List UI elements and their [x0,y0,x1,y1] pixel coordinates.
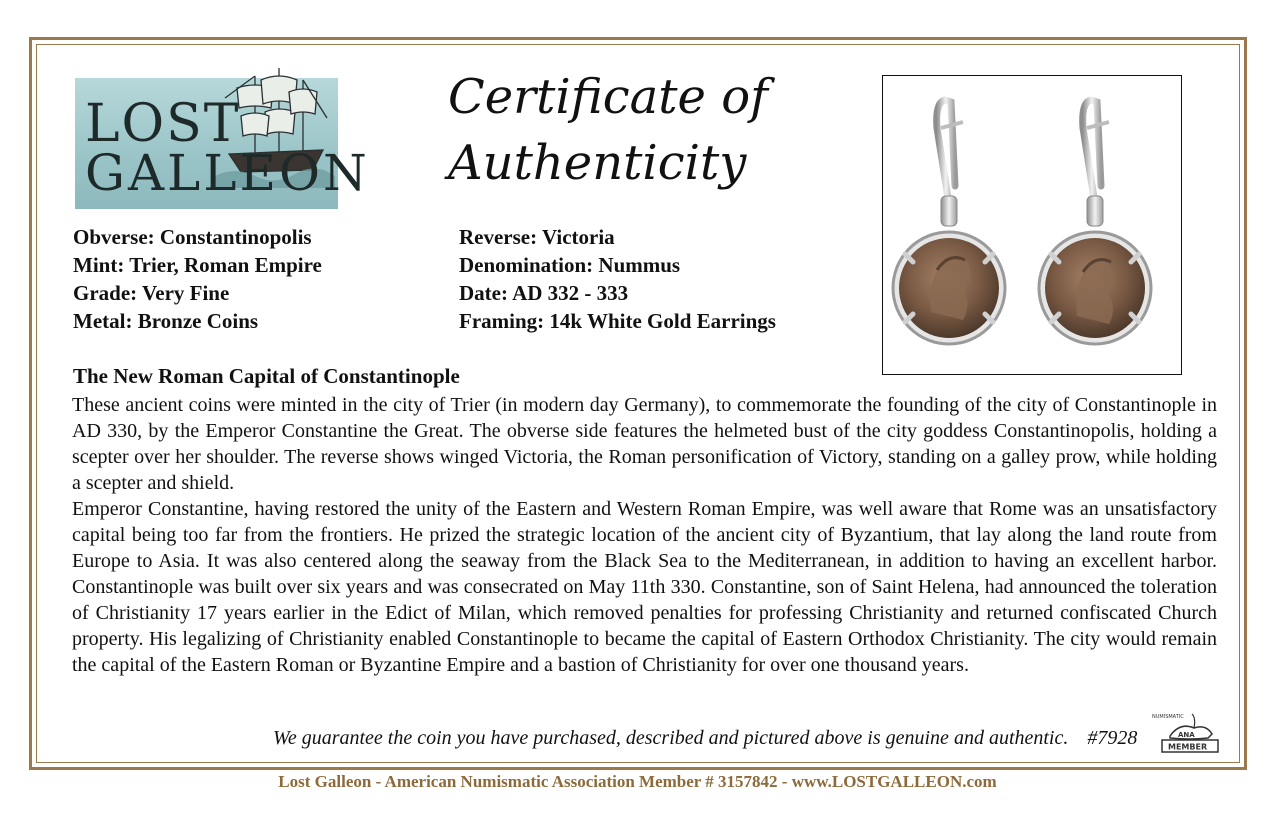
spec-grade: Grade: Very Fine [73,281,230,305]
lost-galleon-logo [75,78,370,209]
spec-denomination: Denomination: Nummus [459,253,681,277]
description-heading: The New Roman Capital of Constantinople [73,364,460,388]
ana-badge-label: ANA [1178,731,1195,739]
description-paragraph-2: Emperor Constantine, having restored the unity of the Eastern and Western Roman Empire, was well aware that Rome was an unsatisfactory capital being too far from the frontiers. He prized the strategic location of the ancient city of Byzantium, that lay along the land route from Europe to Asia. It was also centered along the seaway from the Black Sea to the Mediterranean, in addition to having an excellent harbor. Constantinople was built over six years and was consecrated on May 11th 330. Constantine, son of Saint Helena, had announced the toleration of Christianity 17 years earlier in the Edict of Milan, which removed penalties for professing Christianity and returned confiscated Church property. His legalizing of Christianity enabled Constantinople to became the capital of Eastern Orthodox Christianity. The city would remain the capital of the Eastern Roman or Byzantine Empire and a bastion of Christianity for over one thousand years. [72,498,1217,676]
spec-reverse: Reverse: Victoria [459,225,615,249]
certificate-title-line1: Certificate of [448,69,768,125]
guarantee-statement [273,727,1137,750]
description-body [72,392,1217,678]
product-photo [882,75,1182,375]
certificate-title-line2: Authenticity [448,135,747,191]
description-paragraph-1: These ancient coins were minted in the city of Trier (in modern day Germany), to commemorate the founding of the city of Constantinople in AD 330, by the Emperor Constantine the Great. The obverse side features the helmeted bust of the city goddess Constantinopolis, holding a scepter over her shoulder. The reverse shows winged Victoria, the Roman personification of Victory, standing on a galley prow, while holding a scepter and shield. [72,394,1217,494]
guarantee-text: We guarantee the coin you have purchased, described and pictured above is genuine and authentic. [273,727,1069,749]
spec-obverse: Obverse: Constantinopolis [73,225,312,249]
left-earring [893,100,1005,344]
certificate-title [448,64,778,196]
coin-earrings-image [883,76,1180,373]
ana-badge-member-text: MEMBER [1168,742,1208,752]
specs-right-column [459,223,776,335]
ana-badge-top-text: NUMISMATIC [1152,714,1184,720]
spec-metal: Metal: Bronze Coins [73,309,259,333]
spec-mint: Mint: Trier, Roman Empire [73,253,322,277]
logo-text-galleon: GALLEON [85,144,370,202]
ana-member-badge-icon [1150,710,1224,756]
spec-date: Date: AD 332 - 333 [459,281,629,305]
certificate-number: #7928 [1087,727,1138,749]
spec-framing: Framing: 14k White Gold Earrings [459,309,776,333]
specs-left-column [73,223,322,335]
logo-text-lost: LOST [85,94,241,154]
right-earring [1039,100,1151,344]
footer-association-info: Lost Galleon - American Numismatic Association Member # 3157842 - www.LOSTGALLEON.com [278,772,997,791]
